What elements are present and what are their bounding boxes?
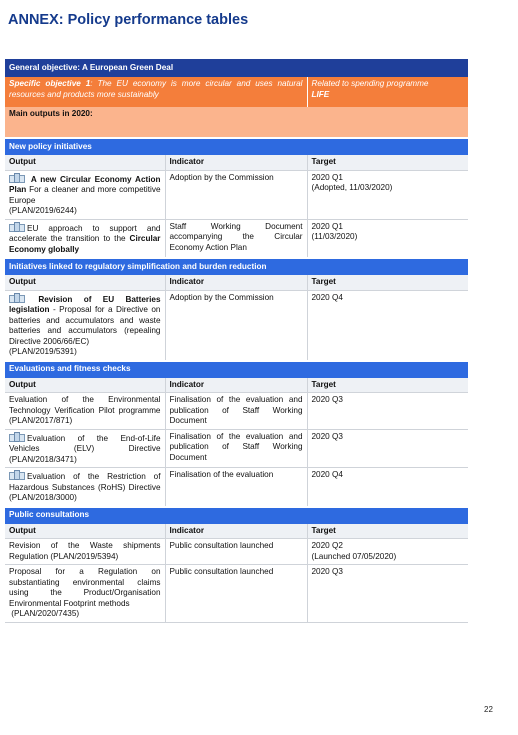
section-title: Initiatives linked to regulatory simplification and burden reduction bbox=[5, 258, 468, 275]
column-header-output: Output bbox=[5, 378, 165, 393]
related-programme bbox=[307, 77, 468, 107]
output-description: For a cleaner and more competitive Europe bbox=[9, 185, 161, 205]
target-value: 2020 Q1 bbox=[311, 221, 343, 231]
output-cell bbox=[5, 565, 165, 623]
document-stack-icon bbox=[9, 470, 25, 480]
general-objective: General objective: A European Green Deal bbox=[5, 59, 468, 77]
column-header-output: Output bbox=[5, 524, 165, 539]
indicator-cell: Finalisation of the evaluation and publication of Staff Working Document bbox=[165, 429, 307, 468]
target-cell bbox=[307, 219, 468, 258]
target-note: (11/03/2020) bbox=[311, 232, 358, 241]
target-note: (Launched 07/05/2020) bbox=[311, 551, 397, 561]
column-header-output: Output bbox=[5, 155, 165, 170]
output-title: Circular Economy globally bbox=[9, 234, 161, 254]
column-header-output: Output bbox=[5, 275, 165, 290]
column-header-row bbox=[5, 275, 468, 290]
output-reference: (PLAN/2020/7435) bbox=[11, 609, 80, 618]
output-reference: (PLAN/2019/5391) bbox=[9, 347, 77, 356]
table-row bbox=[5, 539, 468, 565]
table-row bbox=[5, 290, 468, 361]
column-header-row bbox=[5, 524, 468, 539]
column-header-target: Target bbox=[307, 524, 468, 539]
section-title: Evaluations and fitness checks bbox=[5, 361, 468, 378]
indicator-cell: Adoption by the Commission bbox=[165, 170, 307, 219]
related-programme-prefix: Related to spending programme bbox=[311, 79, 429, 88]
column-header-indicator: Indicator bbox=[165, 524, 307, 539]
output-cell: Revision of the Waste shipments Regulation (PLAN/2019/5394) bbox=[5, 539, 165, 565]
target-cell bbox=[307, 539, 468, 565]
table-row bbox=[5, 170, 468, 219]
specific-objective-text: : The EU economy is more circular and uses natural resources and products more sustainably bbox=[9, 79, 303, 99]
column-header-indicator: Indicator bbox=[165, 275, 307, 290]
document-stack-icon bbox=[9, 222, 25, 232]
section-title: New policy initiatives bbox=[5, 138, 468, 155]
section-title: Public consultations bbox=[5, 507, 468, 524]
output-description: Evaluation of the End-of-Life Vehicles (ELV) Directive (PLAN/2018/3471) bbox=[9, 433, 161, 464]
target-cell: 2020 Q3 bbox=[307, 565, 468, 623]
output-title: Revision of EU Batteries legislation bbox=[9, 294, 161, 314]
output-description: EU approach to support and accelerate the transition to the bbox=[9, 223, 161, 243]
output-cell: Evaluation of the Environmental Technology Verification Pilot programme (PLAN/2017/871) bbox=[5, 393, 165, 430]
column-header-indicator: Indicator bbox=[165, 155, 307, 170]
indicator-cell: Adoption by the Commission bbox=[165, 290, 307, 361]
column-header-target: Target bbox=[307, 275, 468, 290]
section-header-consultations bbox=[5, 507, 468, 524]
target-cell: 2020 Q3 bbox=[307, 393, 468, 430]
programme-name: LIFE bbox=[311, 89, 330, 99]
target-cell: 2020 Q4 bbox=[307, 468, 468, 507]
main-outputs-label: Main outputs in 2020: bbox=[5, 107, 468, 138]
specific-objective-row bbox=[5, 77, 468, 107]
indicator-cell: Finalisation of the evaluation bbox=[165, 468, 307, 507]
indicator-cell: Staff Working Document accompanying the Circular Economy Action Plan bbox=[165, 219, 307, 258]
output-reference: (PLAN/2019/6244) bbox=[9, 206, 77, 215]
section-header-new-policy bbox=[5, 138, 468, 155]
main-outputs-row bbox=[5, 107, 468, 138]
column-header-target: Target bbox=[307, 155, 468, 170]
target-cell bbox=[307, 170, 468, 219]
indicator-cell: Finalisation of the evaluation and publication of Staff Working Document bbox=[165, 393, 307, 430]
target-cell: 2020 Q4 bbox=[307, 290, 468, 361]
output-cell bbox=[5, 429, 165, 468]
table-row bbox=[5, 565, 468, 623]
general-objective-row bbox=[5, 59, 468, 77]
document-stack-icon bbox=[9, 432, 25, 442]
section-header-simplification bbox=[5, 258, 468, 275]
column-header-indicator: Indicator bbox=[165, 378, 307, 393]
table-row bbox=[5, 468, 468, 507]
page-title: ANNEX: Policy performance tables bbox=[8, 12, 249, 28]
page-number: 22 bbox=[484, 705, 493, 714]
output-cell bbox=[5, 219, 165, 258]
column-header-row bbox=[5, 378, 468, 393]
target-value: 2020 Q2 bbox=[311, 541, 343, 550]
target-value: 2020 Q1 bbox=[311, 172, 343, 182]
document-stack-icon bbox=[9, 293, 25, 303]
output-description: Proposal for a Regulation on substantiating environmental claims using the Product/Organisation Environmental Footprint methods bbox=[9, 567, 161, 608]
specific-objective bbox=[5, 77, 307, 107]
table-row bbox=[5, 393, 468, 430]
specific-objective-prefix: Specific objective 1 bbox=[9, 79, 91, 88]
output-cell bbox=[5, 290, 165, 361]
output-cell bbox=[5, 468, 165, 507]
output-description: Evaluation of the Restriction of Hazardous Substances (RoHS) Directive (PLAN/2018/3000) bbox=[9, 472, 161, 502]
output-description: - Proposal for a Directive on batteries and accumulators and waste batteries and accumulators (repealing Directive 2006/66/EC) bbox=[9, 305, 161, 346]
column-header-row bbox=[5, 155, 468, 170]
table-row bbox=[5, 219, 468, 258]
output-cell bbox=[5, 170, 165, 219]
indicator-cell: Public consultation launched bbox=[165, 539, 307, 565]
target-note: (Adopted, 11/03/2020) bbox=[311, 183, 393, 192]
table-row bbox=[5, 429, 468, 468]
policy-performance-table bbox=[5, 59, 468, 623]
section-header-evaluations bbox=[5, 361, 468, 378]
column-header-target: Target bbox=[307, 378, 468, 393]
indicator-cell: Public consultation launched bbox=[165, 565, 307, 623]
output-title: A new Circular Economy Action Plan bbox=[9, 174, 161, 194]
target-cell: 2020 Q3 bbox=[307, 429, 468, 468]
document-stack-icon bbox=[9, 173, 25, 183]
